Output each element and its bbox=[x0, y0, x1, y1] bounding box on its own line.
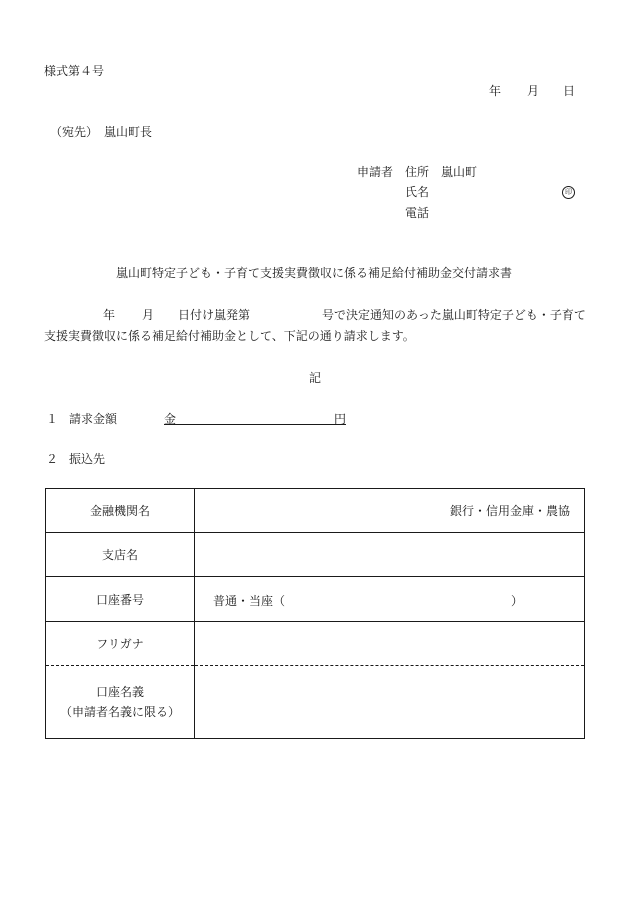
bank-transfer-table bbox=[45, 488, 585, 739]
applicant-phone-label: 電話 bbox=[405, 206, 430, 220]
branch-value-cell bbox=[195, 533, 585, 577]
body-month: 月 bbox=[142, 308, 155, 322]
table-row bbox=[46, 533, 585, 577]
table-row bbox=[46, 622, 585, 666]
amount-field bbox=[164, 410, 346, 425]
table-row bbox=[46, 489, 585, 533]
seal-icon: 印 bbox=[562, 186, 575, 199]
document-title: 嵐山町特定子ども・子育て支援実費徴収に係る補足給付補助金交付請求書 bbox=[116, 266, 513, 280]
date-month-label: 月 bbox=[527, 84, 540, 98]
item2-number: ２ bbox=[46, 452, 59, 466]
table-row bbox=[46, 666, 585, 739]
holder-label: 口座名義 bbox=[95, 685, 144, 699]
ki-heading: 記 bbox=[309, 371, 322, 385]
addressee-prefix: （宛先） bbox=[50, 125, 99, 139]
item1-number: １ bbox=[46, 412, 59, 426]
body-year: 年 bbox=[103, 308, 116, 322]
amount-suffix: 円 bbox=[333, 412, 346, 426]
institution-value-cell bbox=[195, 489, 585, 533]
date-day-label: 日 bbox=[563, 84, 576, 98]
form-number: 様式第４号 bbox=[44, 64, 105, 78]
institution-suffix: 銀行・信用金庫・農協 bbox=[449, 504, 570, 518]
addressee-name: 嵐山町長 bbox=[104, 125, 153, 139]
amount-prefix: 金 bbox=[164, 412, 177, 426]
account-close-paren: ） bbox=[511, 594, 524, 608]
date-year-label: 年 bbox=[489, 84, 502, 98]
furigana-value-cell bbox=[195, 622, 585, 666]
applicant-label: 申請者 bbox=[357, 165, 394, 179]
body-line2: 支援実費徴収に係る補足給付補助金として、下記の通り請求します。 bbox=[44, 329, 415, 343]
account-type: 普通・当座（ bbox=[213, 594, 286, 608]
account-number-cell bbox=[195, 577, 585, 622]
institution-label: 金融機関名 bbox=[46, 489, 195, 533]
table-row bbox=[46, 577, 585, 622]
account-number-label: 口座番号 bbox=[46, 577, 195, 622]
applicant-name-label: 氏名 bbox=[405, 185, 430, 199]
holder-value-cell bbox=[195, 666, 585, 739]
seal-mark bbox=[562, 183, 575, 199]
furigana-label: フリガナ bbox=[46, 622, 195, 666]
applicant-address-label: 住所 bbox=[405, 165, 430, 179]
applicant-address-value: 嵐山町 bbox=[441, 165, 478, 179]
item2-label: 振込先 bbox=[69, 452, 106, 466]
holder-label-cell bbox=[46, 666, 195, 739]
branch-label: 支店名 bbox=[46, 533, 195, 577]
holder-note: （申請者名義に限る） bbox=[59, 705, 180, 719]
body-line1-rest: 号で決定通知のあった嵐山町特定子ども・子育て bbox=[322, 308, 586, 322]
item1-label: 請求金額 bbox=[69, 412, 118, 426]
body-ref-prefix: 日付け嵐発第 bbox=[178, 308, 251, 322]
